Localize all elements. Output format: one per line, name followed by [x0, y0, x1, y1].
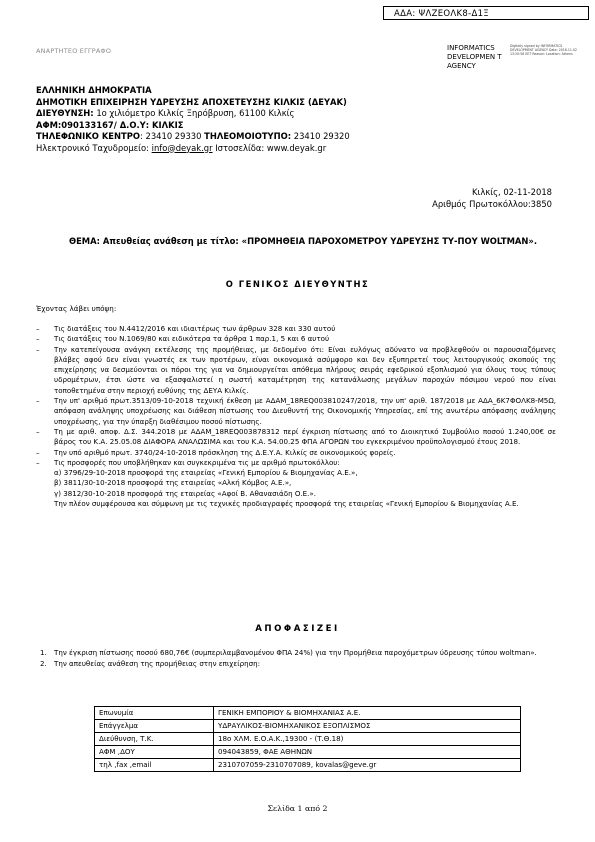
address-value: 1ο χιλιόμετρο Κιλκίς Ξηρόβρυση, 61100 Κιλκίς: [93, 108, 295, 118]
table-row: τηλ ,fax ,email 2310707059-2310707089, kovalas@geve.gr: [95, 759, 521, 772]
date-line: Κιλκίς, 02-11-2018: [472, 187, 552, 197]
list-item: – Τις προσφορές που υποβλήθηκαν και συγκεκριμένα τις με αριθμό πρωτοκόλλου:: [36, 457, 340, 467]
fax-value: 23410 29320: [291, 131, 350, 141]
director-heading: Ο ΓΕΝΙΚΟΣ ΔΙΕΥΘΥΝΤΗΣ: [225, 279, 370, 289]
letterhead: [36, 85, 576, 154]
list-item: – Τις διατάξεις του Ν.1069/80 και ειδικότερα τα άρθρα 1 παρ.1, 5 και 6 αυτού: [36, 334, 330, 344]
considerations-list: [36, 324, 556, 509]
list-item: – Τη με αριθ. αποφ. Δ.Σ. 344.2018 με ΑΔΑΜ_18REQ003878312 περί έγκριση πίστωσης από το Διοικητικό Συμβούλιο ποσού 1.240,00€ σε βάρος του Κ.Α. 25.05.08 ΔΙΑΦΟΡΑ ΑΝΑΛΩΣΙΜΑ και του Κ.Α. 54.00.25 ΦΠΑ ΑΓΟΡΩΝ του εγκεκριμένου προϋπολογισμού έτους 2018.: [36, 426, 556, 447]
tax-id-line: ΑΦΜ:090133167/ Δ.Ο.Υ: ΚΙΛΚΙΣ: [36, 119, 184, 130]
table-row: Επάγγελμα ΥΔΡΑΥΛΙΚΟΣ-ΒΙΟΜΗΧΑΝΙΚΟΣ ΕΞΟΠΛΙΣΜΟΣ: [95, 720, 521, 733]
address-label: ΔΙΕΥΘΥΝΣΗ:: [36, 108, 94, 118]
list-item: – Την υπ' αριθμό πρωτ.3513/09-10-2018 τεχνική έκθεση με ΑΔΑΜ_18REQ003810247/2018, την υπ' αριθ. 187/2018 με ΑΔΑ_6Κ7ΦΟΛΚ8-Μ5Ω, απόφαση ανάληψης υποχρέωσης και διάθεση πίστωσης του Διευθυντή της Οικονομικής Υπηρεσίας, επί της ανωτέρω απόφασης ανάληψης υποχρέωσης, για την ύπαρξη διαθέσιμου ποσού πίστωσης.: [36, 396, 556, 426]
offer-item: γ) 3812/30-10-2018 προσφορά της εταιρείας «Αφοί Β. Αθανασιάδη Ο.Ε.».: [54, 488, 316, 498]
decision-item: 2. Την απευθείας ανάθεση της προμήθειας στην επιχείρηση:: [40, 659, 261, 669]
address-line: [36, 108, 576, 120]
page-footer: Σελίδα 1 από 2: [267, 804, 328, 813]
having-considered-intro: Έχοντας λάβει υπόψη:: [36, 304, 117, 313]
table-row: Επωνυμία ΓΕΝΙΚΗ ΕΜΠΟΡΙΟΥ & ΒΙΟΜΗΧΑΝΙΑΣ Α.Ε.: [95, 707, 521, 720]
offer-item: α) 3796/29-10-2018 προσφορά της εταιρείας «Γενική Εμπορίου & Βιομηχανίας Α.Ε.»,: [54, 468, 358, 478]
company-name: ΔΗΜΟΤΙΚΗ ΕΠΙΧΕΙΡΗΣΗ ΥΔΡΕΥΣΗΣ ΑΠΟΧΕΤΕΥΣΗΣ ΚΙΛΚΙΣ (ΔΕΥΑΚ): [36, 96, 347, 107]
website-text: Ιστοσελίδα: www.deyak.gr: [212, 142, 327, 153]
offer-item: β) 3811/30-10-2018 προσφορά της εταιρείας «Αλκή Κόμβος Α.Ε.»,: [54, 478, 292, 488]
republic-title: ΕΛΛΗΝΙΚΗ ΔΗΜΟΚΡΑΤΙΑ: [36, 85, 152, 95]
fax-label: ΤΗΛΕΟΜΟΙΟΤΥΠΟ:: [204, 131, 292, 141]
digital-signature-details: Digitally signed by INFORMATICS DEVELOPMENT AGENCY Date: 2018.11.02 13:20:58 EET Reason: Location: Athens: [510, 44, 577, 56]
decision-item: 1. Την έγκριση πίστωσης ποσού 680,76€ (συμπεριλαμβανομένου ΦΠΑ 24%) για την Προμήθεια παροχόμετρων ύδρευσης τύπου woltman».: [40, 648, 537, 657]
phone-value: : 23410 29330: [140, 131, 205, 141]
digital-signature-agency: INFORMATICS DEVELOPMEN T AGENCY: [447, 44, 502, 70]
list-item: – Τις διατάξεις του Ν.4412/2016 και ιδιαιτέρως των άρθρων 328 και 330 αυτού: [36, 324, 336, 333]
email-label: Ηλεκτρονικό Ταχυδρομείο:: [36, 142, 152, 153]
offer-conclusion: Την πλέον συμφέρουσα και σύμφωνη με τις τεχνικές προδιαγραφές προσφορά της εταιρείας «Γενική Εμπορίου & Βιομηχανίας Α.Ε.: [54, 499, 519, 509]
ada-reference: ΑΔΑ: ΨΛΖΕΟΛΚ8-Δ1Ξ: [394, 9, 489, 19]
contact-line: [36, 143, 576, 155]
protocol-number: Αριθμός Πρωτοκόλλου:3850: [432, 199, 552, 209]
contractor-table: [94, 706, 521, 772]
decisions-list: [36, 648, 556, 671]
decides-heading: ΑΠΟΦΑΣΙΖΕΙ: [255, 624, 340, 634]
date-block: [432, 186, 552, 210]
phone-label: ΤΗΛΕΦΩΝΙΚΟ ΚΕΝΤΡΟ: [36, 131, 141, 141]
posted-document-label: ΑΝΑΡΤΗΤΕΟ ΕΓΓΡΑΦΟ: [36, 47, 112, 55]
table-row: ΑΦΜ ,ΔΟΥ 094043859, ΦΑΕ ΑΘΗΝΩΝ: [95, 746, 521, 759]
table-row: Διεύθυνση, Τ.Κ. 18ο ΧΛΜ. Ε.Ο.Α.Κ.,19300 - (Τ.Θ.18): [95, 733, 521, 746]
ada-reference-box: [383, 6, 589, 20]
list-item: – Την κατεπείγουσα ανάγκη εκτέλεσης της προμήθειας, με δεδομένο ότι: Είναι ευλόγως αδύνατο να προβλεφθούν οι παρουσιαζόμενες βλάβες αφού δεν είναι γνωστές εκ των προτέρων, είναι οικονομικά ασύμφορο και δεν εξυπηρετεί τους λειτουργικούς σκοπούς της επιχείρησης να δεσμεύονται οι πόροι της για να δημιουργείται απόθεμα πλήρους σειράς εφεδρικού εξοπλισμού για όλους τους τύπους υδρομέτρων, έτσι ώστε να εξασφαλιστεί η σωστή καταμέτρηση της κατανάλωσης μεγάλων παροχών πόσιμου νερού που είναι τοποθετημένα στην περιοχή ευθύνης της ΔΕΥΑ Κιλκίς.: [36, 344, 556, 395]
subject-heading: ΘΕΜΑ: Απευθείας ανάθεση με τίτλο: «ΠΡΟΜΗΘΕΙΑ ΠΑΡΟΧΟΜΕΤΡΟΥ ΥΔΡΕΥΣΗΣ ΤΥ-ΠΟΥ WOLTMAN».: [68, 236, 538, 246]
email-link[interactable]: info@deyak.gr: [151, 142, 213, 153]
phone-line: [36, 131, 576, 143]
list-item: – Την υπό αριθμό πρωτ. 3740/24-10-2018 πρόσκληση της Δ.Ε.Υ.Α. Κιλκίς σε οικονομικούς φορείς.: [36, 447, 396, 457]
